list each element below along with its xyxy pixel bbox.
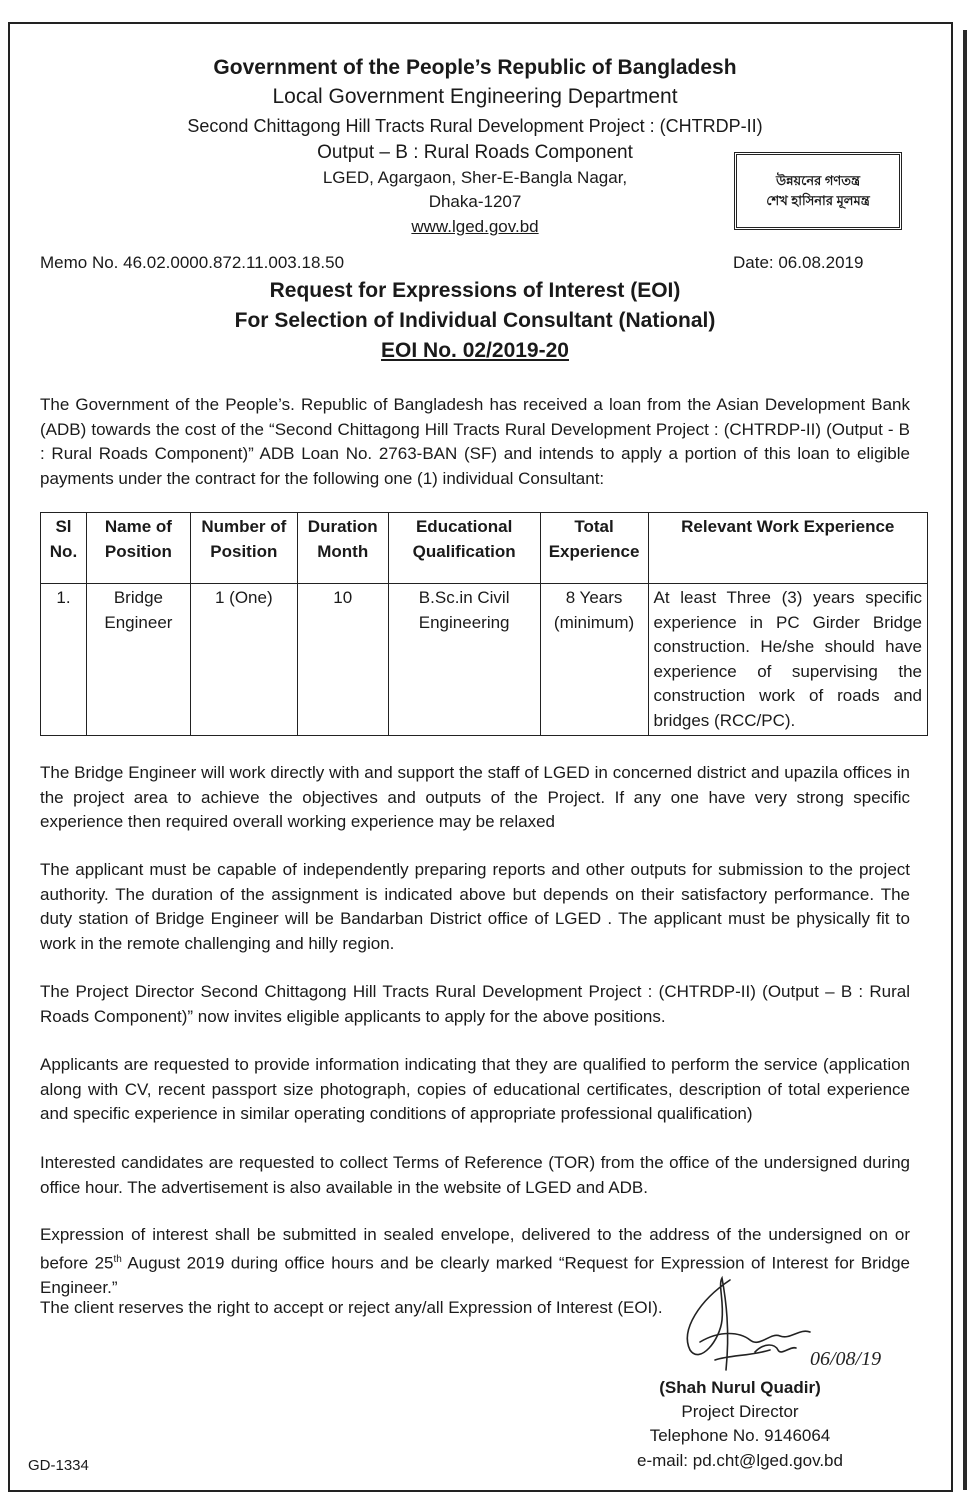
paragraph-invitation: The Project Director Second Chittagong Hill Tracts Rural Development Project : (CHTRDP-II) (Output – B : Rural Roads Component)” now invites eligible applicants to apply for the above positions. (40, 982, 910, 1026)
signatory-name: (Shah Nurul Quadir) (659, 1378, 821, 1397)
output-component: Output – B : Rural Roads Component (317, 142, 633, 163)
paragraph-rights: The client reserves the right to accept or reject any/all Expression of Interest (EOI). (40, 1298, 663, 1317)
footer-code: GD-1334 (28, 1457, 89, 1474)
submission-text-1: Expression of interest shall be submitted in sealed envelope, delivered to the address of the undersigned on or before 25 (40, 1225, 910, 1273)
col-header-duration: Duration Month (297, 513, 388, 584)
cell-duration: 10 (297, 584, 388, 736)
eoi-title: Request for Expressions of Interest (EOI) (269, 279, 681, 302)
edge-bar (963, 30, 967, 1490)
motto-line-1: উন্নয়নের গণতন্ত্র (775, 173, 861, 188)
paragraph-requirements: The applicant must be capable of independently preparing reports and other outputs for submission to the project authority. The duration of the assignment is indicated above but depends on their satisfactory performance. The duty station of Bridge Engineer will be Bandarban District office of LGED . The applicant must be physically fit to work in the remote challenging and hilly region. (40, 860, 910, 953)
motto-box (734, 152, 902, 230)
memo-number: Memo No. 46.02.0000.872.11.003.18.50 (40, 253, 345, 272)
paragraph-duties: The Bridge Engineer will work directly with and support the staff of LGED in concerned district and upazila offices in the project area to achieve the objectives and outputs of the Project. If any one have very strong specific experience then required overall working experience may be relaxed (40, 763, 910, 831)
positions-table (40, 512, 928, 736)
cell-qualification: B.Sc.in Civil Engineering (388, 584, 540, 736)
paragraph-application: Applicants are requested to provide information indicating that they are qualified to perform the service (application along with CV, recent passport size photograph, copies of educational certificates, description of total experience and specific experience in similar operating conditions of appropriate professional qualification) (40, 1055, 910, 1123)
signatory-email[interactable]: e-mail: pd.cht@lged.gov.bd (637, 1451, 843, 1470)
col-header-position: Name of Position (86, 513, 190, 584)
govt-title: Government of the People’s Republic of Bangladesh (213, 56, 737, 79)
cell-total-experience: 8 Years (minimum) (540, 584, 648, 736)
department-name: Local Government Engineering Department (272, 85, 678, 108)
date-ordinal: th (113, 1253, 122, 1265)
signatory-designation: Project Director (681, 1402, 799, 1421)
col-header-number: Number of Position (190, 513, 297, 584)
cell-relevant-experience: At least Three (3) years specific experience in PC Girder Bridge construction. He/she should have experience of supervising the construction work of roads and bridges (RCC/PC). (648, 584, 927, 736)
signature-date: 06/08/19 (810, 1348, 882, 1370)
eoi-subtitle: For Selection of Individual Consultant (National) (234, 309, 716, 332)
memo-date: Date: 06.08.2019 (733, 253, 864, 272)
project-name: Second Chittagong Hill Tracts Rural Development Project : (CHTRDP-II) (187, 116, 763, 136)
table-header-row (41, 513, 928, 584)
signatory-telephone: Telephone No. 9146064 (649, 1426, 831, 1445)
website-link[interactable]: www.lged.gov.bd (411, 217, 539, 236)
eoi-number: EOI No. 02/2019-20 (381, 339, 569, 362)
col-header-total-experience: Total Experience (540, 513, 648, 584)
col-header-sl: Sl No. (41, 513, 87, 584)
cell-sl: 1. (41, 584, 87, 736)
submission-text-2: August 2019 during office hours and be clearly marked “Request for Expression of Interest for Bridge Engineer.” (40, 1253, 910, 1297)
col-header-qualification: Educational Qualification (388, 513, 540, 584)
cell-number: 1 (One) (190, 584, 297, 736)
intro-paragraph: The Government of the People’s. Republic of Bangladesh has received a loan from the Asian Development Bank (ADB) towards the cost of the “Second Chittagong Hill Tracts Rural Development Project : (CHTRDP-II) (Output - B : Rural Roads Component)” ADB Loan No. 2763-BAN (SF) and intends to apply a portion of this loan to eligible payments under the contract for the following one (1) individual Consultant: (40, 395, 910, 488)
table-row (41, 584, 928, 736)
cell-position: Bridge Engineer (86, 584, 190, 736)
address-line-1: LGED, Agargaon, Sher-E-Bangla Nagar, (322, 168, 628, 187)
col-header-relevant-experience: Relevant Work Experience (648, 513, 927, 584)
signature-image (660, 1270, 920, 1380)
paragraph-tor: Interested candidates are requested to collect Terms of Reference (TOR) from the office of the undersigned during office hour. The advertisement is also available in the website of LGED and ADB. (40, 1153, 910, 1197)
address-line-2: Dhaka-1207 (428, 192, 522, 211)
motto-line-2: শেখ হাসিনার মূলমন্ত্র (766, 193, 870, 208)
